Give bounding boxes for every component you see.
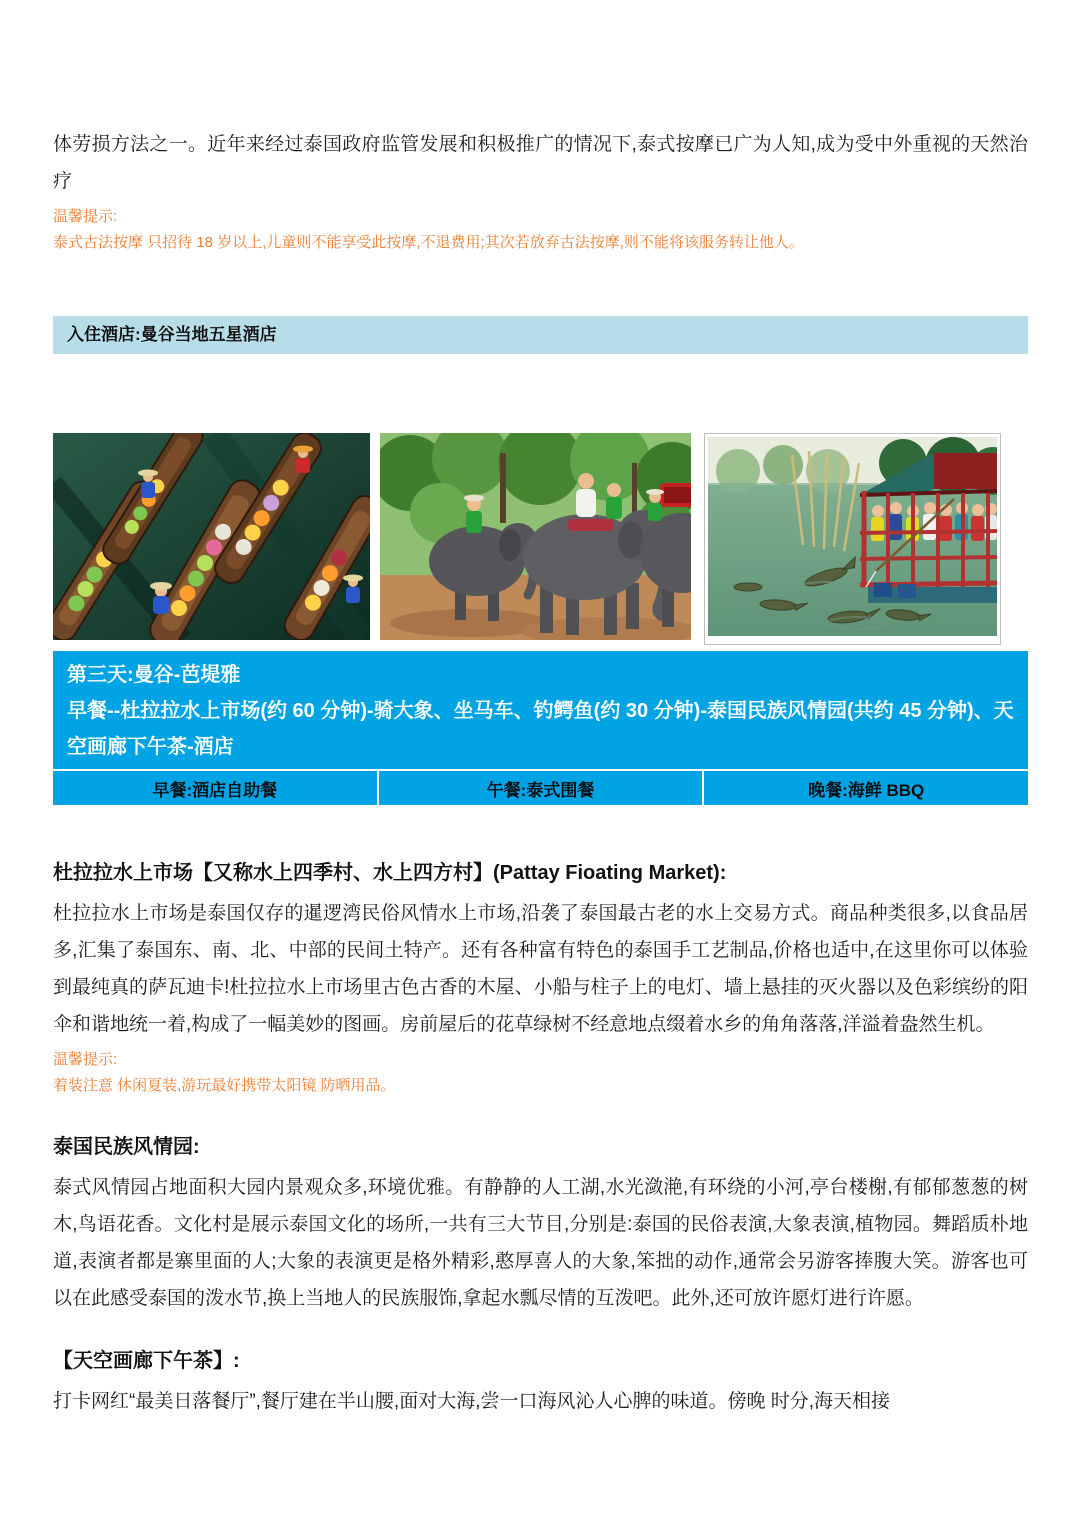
tip-label: 温馨提示: (53, 1051, 118, 1068)
floating-market-photo (53, 433, 370, 640)
culture-park-paragraph: 泰式风情园占地面积大园内景观众多,环境优雅。有静静的人工湖,水光潋滟,有环绕的小河,亭台楼榭,有郁郁葱葱的树木,鸟语花香。文化村是展示泰国文化的场所,一共有三大节目,分别是:泰国的民俗表演,大象表演,植物园。舞蹈质朴地道,表演者都是寨里面的人;大象的表演更是格外精彩,憨厚喜人的大象,笨拙的动作,通常会另游客捧腹大笑。游客也可以在此感受泰国的泼水节,换上当地人的民族服饰,拿起水瓢尽情的互泼吧。此外,还可放许愿灯进行许愿。 (53, 1177, 1028, 1309)
floating-market-heading: 杜拉拉水上市场【又称水上四季村、水上四方村】(Pattay Fioating Market): (53, 862, 727, 884)
floating-market-paragraph: 杜拉拉水上市场是泰国仅存的暹逻湾民俗风情水上市场,沿袭了泰国最古老的水上交易方式。商品种类很多,以食品居多,汇集了泰国东、南、北、中部的民间土特产。还有各种富有特色的泰国手工艺制品,价格也适中,在这里你可以体验到最纯真的萨瓦迪卡!杜拉拉水上市场里古色古香的木屋、小船与柱子上的电灯、墙上悬挂的灭火器以及色彩缤纷的阳伞和谐地统一着,构成了一幅美妙的图画。房前屋后的花草绿树不经意地点缀着水乡的角角落落,洋溢着盎然生机。 (53, 903, 1028, 1035)
meal-row (53, 769, 1028, 805)
day3-itinerary: 早餐--杜拉拉水上市场(约 60 分钟)-骑大象、坐马车、钓鳄鱼(约 30 分钟)-泰国民族风情园(共约 45 分钟)、天空画廊下午茶-酒店 (67, 700, 1014, 758)
floating-market-tip-block (53, 1047, 1028, 1099)
itinerary-page (53, 0, 1028, 1420)
tip-text: 泰式古法按摩 只招待 18 岁以上,儿童则不能享受此按摩,不退费用;其次若放弃古法按摩,则不能将该服务转让他人。 (53, 234, 804, 251)
photo-row (53, 433, 1028, 645)
sky-gallery-paragraph: 打卡网红“最美日落餐厅”,餐厅建在半山腰,面对大海,尝一口海风沁人心脾的味道。傍晚 时分,海天相接 (53, 1391, 891, 1412)
day3-banner (53, 651, 1028, 769)
sky-gallery-heading: 【天空画廊下午茶】: (53, 1350, 240, 1372)
culture-park-heading: 泰国民族风情园: (53, 1136, 200, 1158)
elephant-ride-photo (380, 433, 691, 640)
tip-text: 着装注意 休闲夏装,游玩最好携带太阳镜 防晒用品。 (53, 1077, 396, 1094)
intro-paragraph: 体劳损方法之一。近年来经过泰国政府监管发展和积极推广的情况下,泰式按摩已广为人知,成为受中外重视的天然治疗 (53, 134, 1028, 192)
crocodile-fishing-photo (704, 433, 1001, 645)
crocodile-fishing-illustration (708, 437, 997, 636)
breakfast-cell: 早餐:酒店自助餐 (152, 780, 278, 800)
massage-tip-block (53, 204, 1028, 256)
lunch-cell: 午餐:泰式围餐 (377, 771, 703, 805)
day3-title: 第三天:曼谷-芭堤雅 (67, 664, 241, 686)
hotel-banner: 入住酒店:曼谷当地五星酒店 (53, 316, 1028, 354)
dinner-cell: 晚餐:海鲜 BBQ (702, 771, 1028, 805)
tip-label: 温馨提示: (53, 208, 118, 225)
